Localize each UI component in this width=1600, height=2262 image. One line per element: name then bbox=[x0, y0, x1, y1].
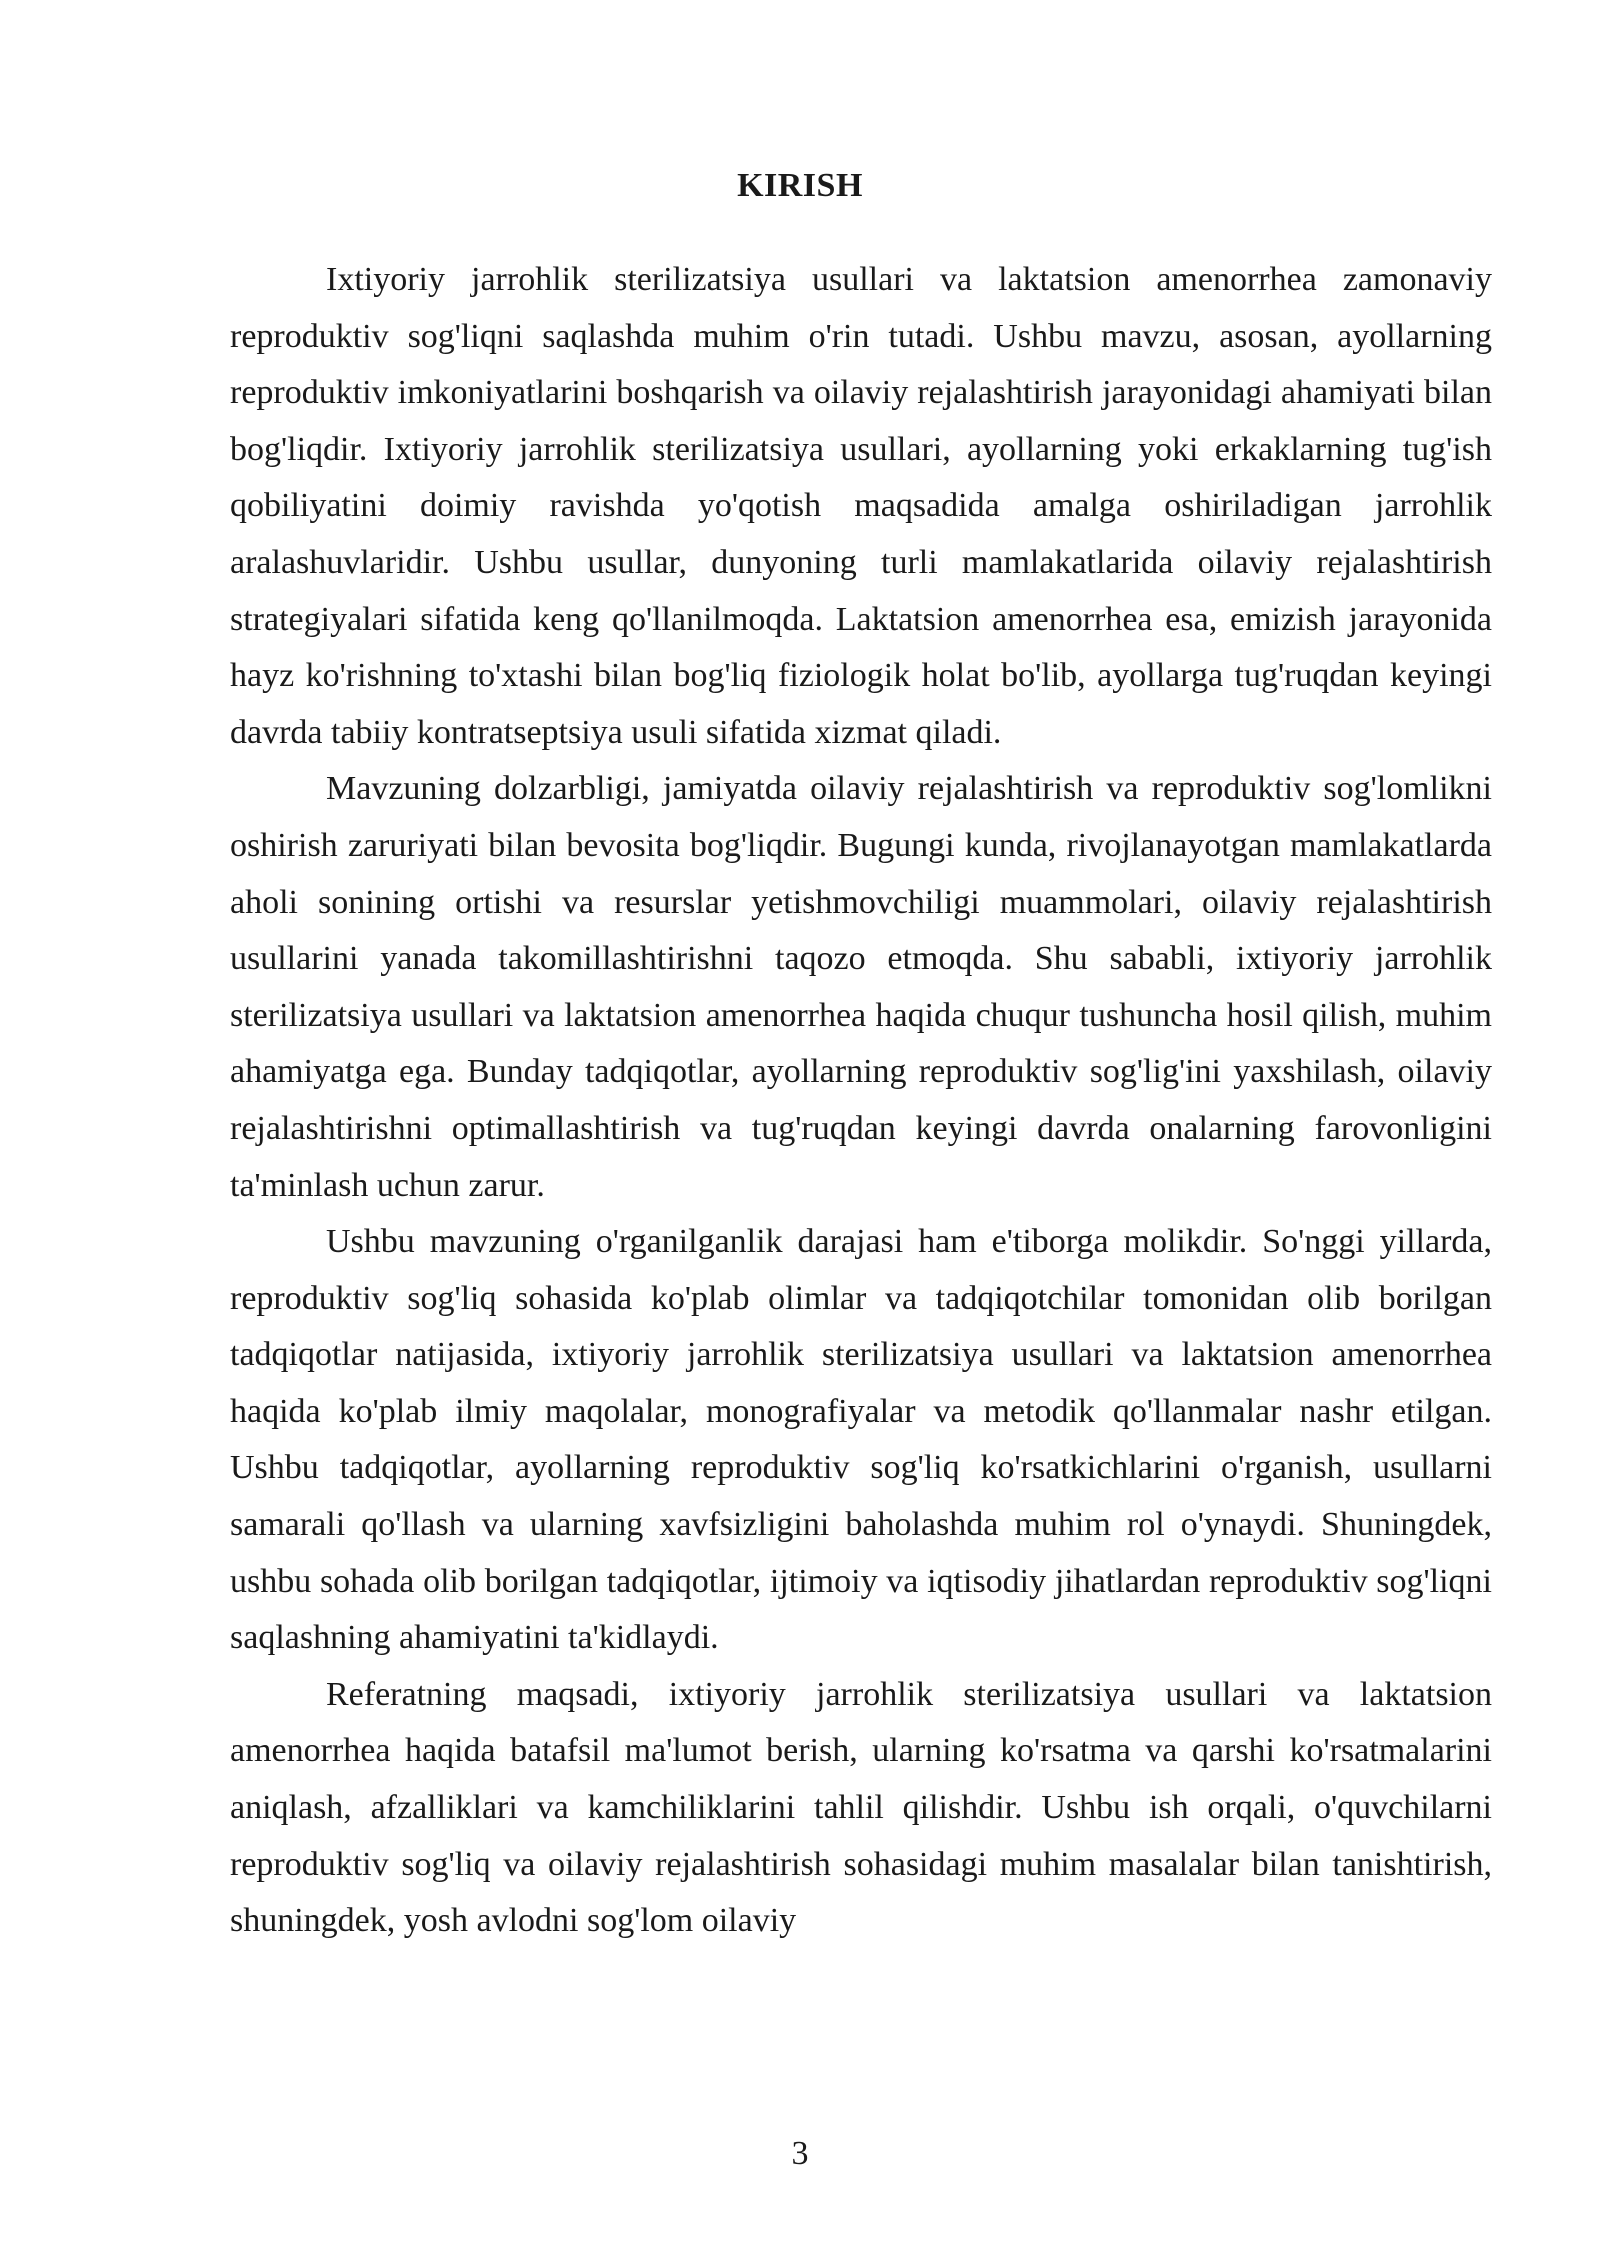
paragraph-relevance: Mavzuning dolzarbligi, jamiyatda oilaviy rejalashtirish va reproduktiv sog'lomlikni oshirish zaruriyati bilan bevosita bog'liqdir. Bugungi kunda, rivojlanayotgan mamlakatlarda aholi sonining ortishi va resurslar yetishmovchiligi muammolari, oilaviy rejalashtirish usullarini yanada takomillashtirishni taqozo etmoqda. Shu sababli, ixtiyoriy jarrohlik sterilizatsiya usullari va laktatsion amenorrhea haqida chuqur tushuncha hosil qilish, muhim ahamiyatga ega. Bunday tadqiqotlar, ayollarning reproduktiv sog'lig'ini yaxshilash, oilaviy rejalashtirishni optimallashtirish va tug'ruqdan keyingi davrda onalarning farovonligini ta'minlash uchun zarur. bbox=[230, 770, 1492, 1204]
page-title: KIRISH bbox=[737, 167, 863, 204]
body-text bbox=[230, 252, 1492, 1950]
paragraph-study-level: Ushbu mavzuning o'rganilganlik darajasi ham e'tiborga molikdir. So'nggi yillarda, reproduktiv sog'liq sohasida ko'plab olimlar va tadqiqotchilar tomonidan olib borilgan tadqiqotlar natijasida, ixtiyoriy jarrohlik sterilizatsiya usullari va laktatsion amenorrhea haqida ko'plab ilmiy maqolalar, monografiyalar va metodik qo'llanmalar nashr etilgan. Ushbu tadqiqotlar, ayollarning reproduktiv sog'liq ko'rsatkichlarini o'rganish, usullarni samarali qo'llash va ularning xavfsizligini baholashda muhim rol o'ynaydi. Shuningdek, ushbu sohada olib borilgan tadqiqotlar, ijtimoiy va iqtisodiy jihatlardan reproduktiv sog'liqni saqlashning ahamiyatini ta'kidlaydi. bbox=[230, 1223, 1492, 1657]
paragraph-intro: Ixtiyoriy jarrohlik sterilizatsiya usullari va laktatsion amenorrhea zamonaviy reproduktiv sog'liqni saqlashda muhim o'rin tutadi. Ushbu mavzu, asosan, ayollarning reproduktiv imkoniyatlarini boshqarish va oilaviy rejalashtirish jarayonidagi ahamiyati bilan bog'liqdir. Ixtiyoriy jarrohlik sterilizatsiya usullari, ayollarning yoki erkaklarning tug'ish qobiliyatini doimiy ravishda yo'qotish maqsadida amalga oshiriladigan jarrohlik aralashuvlaridir. Ushbu usullar, dunyoning turli mamlakatlarida oilaviy rejalashtirish strategiyalari sifatida keng qo'llanilmoqda. Laktatsion amenorrhea esa, emizish jarayonida hayz ko'rishning to'xtashi bilan bog'liq fiziologik holat bo'lib, ayollarga tug'ruqdan keyingi davrda tabiiy kontratseptsiya usuli sifatida xizmat qiladi. bbox=[230, 261, 1492, 751]
page-number: 3 bbox=[791, 2135, 809, 2172]
paragraph-goal: Referatning maqsadi, ixtiyoriy jarrohlik sterilizatsiya usullari va laktatsion amenorrhea haqida batafsil ma'lumot berish, ularning ko'rsatma va qarshi ko'rsatmalarini aniqlash, afzalliklari va kamchiliklarini tahlil qilishdir. Ushbu ish orqali, o'quvchilarni reproduktiv sog'liq va oilaviy rejalashtirish sohasidagi muhim masalalar bilan tanishtirish, shuningdek, yosh avlodni sog'lom oilaviy bbox=[230, 1675, 1492, 1940]
